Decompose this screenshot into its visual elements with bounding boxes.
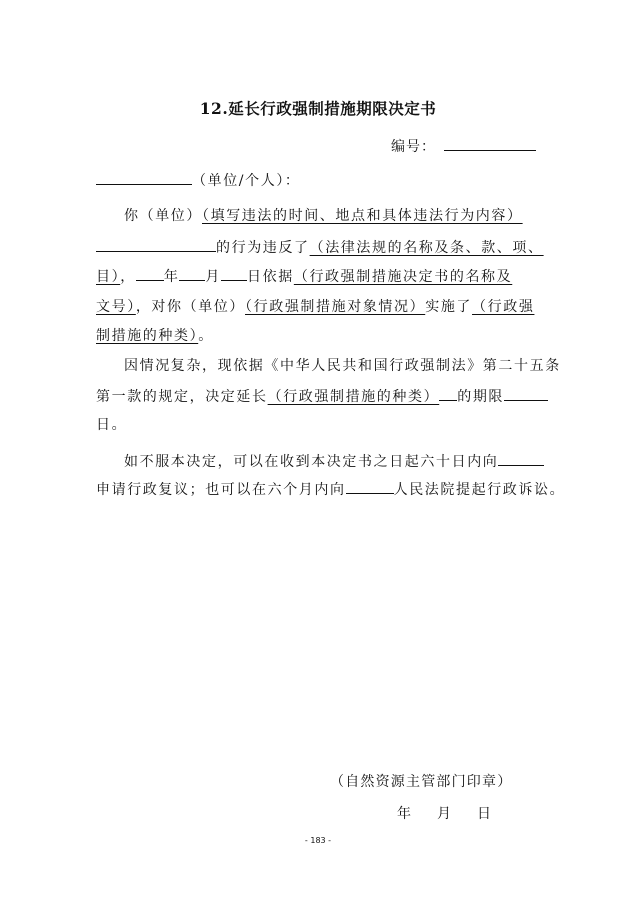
document-number-blank <box>444 135 536 151</box>
p1-line-5 <box>96 325 214 345</box>
document-title: 12.延长行政强制措施期限决定书 <box>199 99 437 118</box>
p1-line-1 <box>124 205 523 225</box>
p2-line-1 <box>124 355 561 375</box>
p1-line-4 <box>96 296 534 316</box>
page-number: - 183 - <box>304 836 332 845</box>
p3-line-2 <box>96 478 565 499</box>
date-year: 年 <box>397 806 411 822</box>
text: 年 <box>163 269 180 285</box>
text: 日依据 <box>247 269 294 285</box>
text: 的行为违反了 <box>216 240 310 256</box>
text: 日。 <box>96 417 128 433</box>
text: 申请行政复议；也可以在六个月内向 <box>96 482 346 498</box>
addressee-label: （单位/个人）： <box>192 173 301 189</box>
text: 月 <box>205 269 222 285</box>
p1-line-2 <box>96 236 544 257</box>
blank-decision-name: （行政强制措施决定书的名称及 <box>293 269 513 285</box>
blank-year <box>136 265 164 281</box>
text: 人民法院提起行政诉讼。 <box>393 482 566 498</box>
p2-line-3 <box>96 414 127 434</box>
blank-day <box>221 265 247 281</box>
blank-court <box>346 478 394 494</box>
text: 因情况复杂，现依据《中华人民共和国行政强制法》第二十五条 <box>124 358 561 374</box>
text: 你（单位） <box>124 208 202 224</box>
text: ，对你（单位） <box>135 299 246 315</box>
text: 如不服本决定，可以在收到本决定书之日起六十日内向 <box>124 454 499 470</box>
blank-measure-type: （行政强 <box>472 299 535 315</box>
blank-period <box>504 385 548 401</box>
blank-measure-type-cont: 制措施的种类） <box>96 328 199 344</box>
blank-violation-details: （填写违法的时间、地点和具体违法行为内容） <box>202 208 523 224</box>
blank-month <box>179 265 205 281</box>
date-line <box>397 803 491 823</box>
seal-line: （自然资源主管部门印章） <box>330 774 513 790</box>
addressee-blank <box>96 169 192 185</box>
blank-subject <box>96 236 216 252</box>
text: 第一款的规定，决定延长 <box>96 389 268 405</box>
p2-line-2 <box>96 385 548 406</box>
text: ， <box>120 269 136 285</box>
text: 。 <box>198 328 214 344</box>
blank-law-name: （法律法规的名称及条、款、项、 <box>309 240 544 256</box>
p3-line-1 <box>124 450 544 471</box>
text: 的期限 <box>457 389 505 405</box>
text: 实施了 <box>425 299 473 315</box>
p1-line-3 <box>96 265 512 286</box>
blank-measure-object: （行政强制措施对象情况） <box>245 299 426 315</box>
blank-decision-number: 文号） <box>96 299 136 315</box>
document-number <box>391 135 536 156</box>
blank-law-name-cont: 目） <box>96 269 121 285</box>
blank-review-authority <box>498 450 544 466</box>
addressee-line <box>96 169 301 190</box>
blank-extended-measure: （行政强制措施的种类） <box>267 389 440 405</box>
document-number-label: 编号： <box>391 139 436 155</box>
date-day: 日 <box>477 806 491 822</box>
date-month: 月 <box>437 806 451 822</box>
blank-pad <box>439 385 457 401</box>
